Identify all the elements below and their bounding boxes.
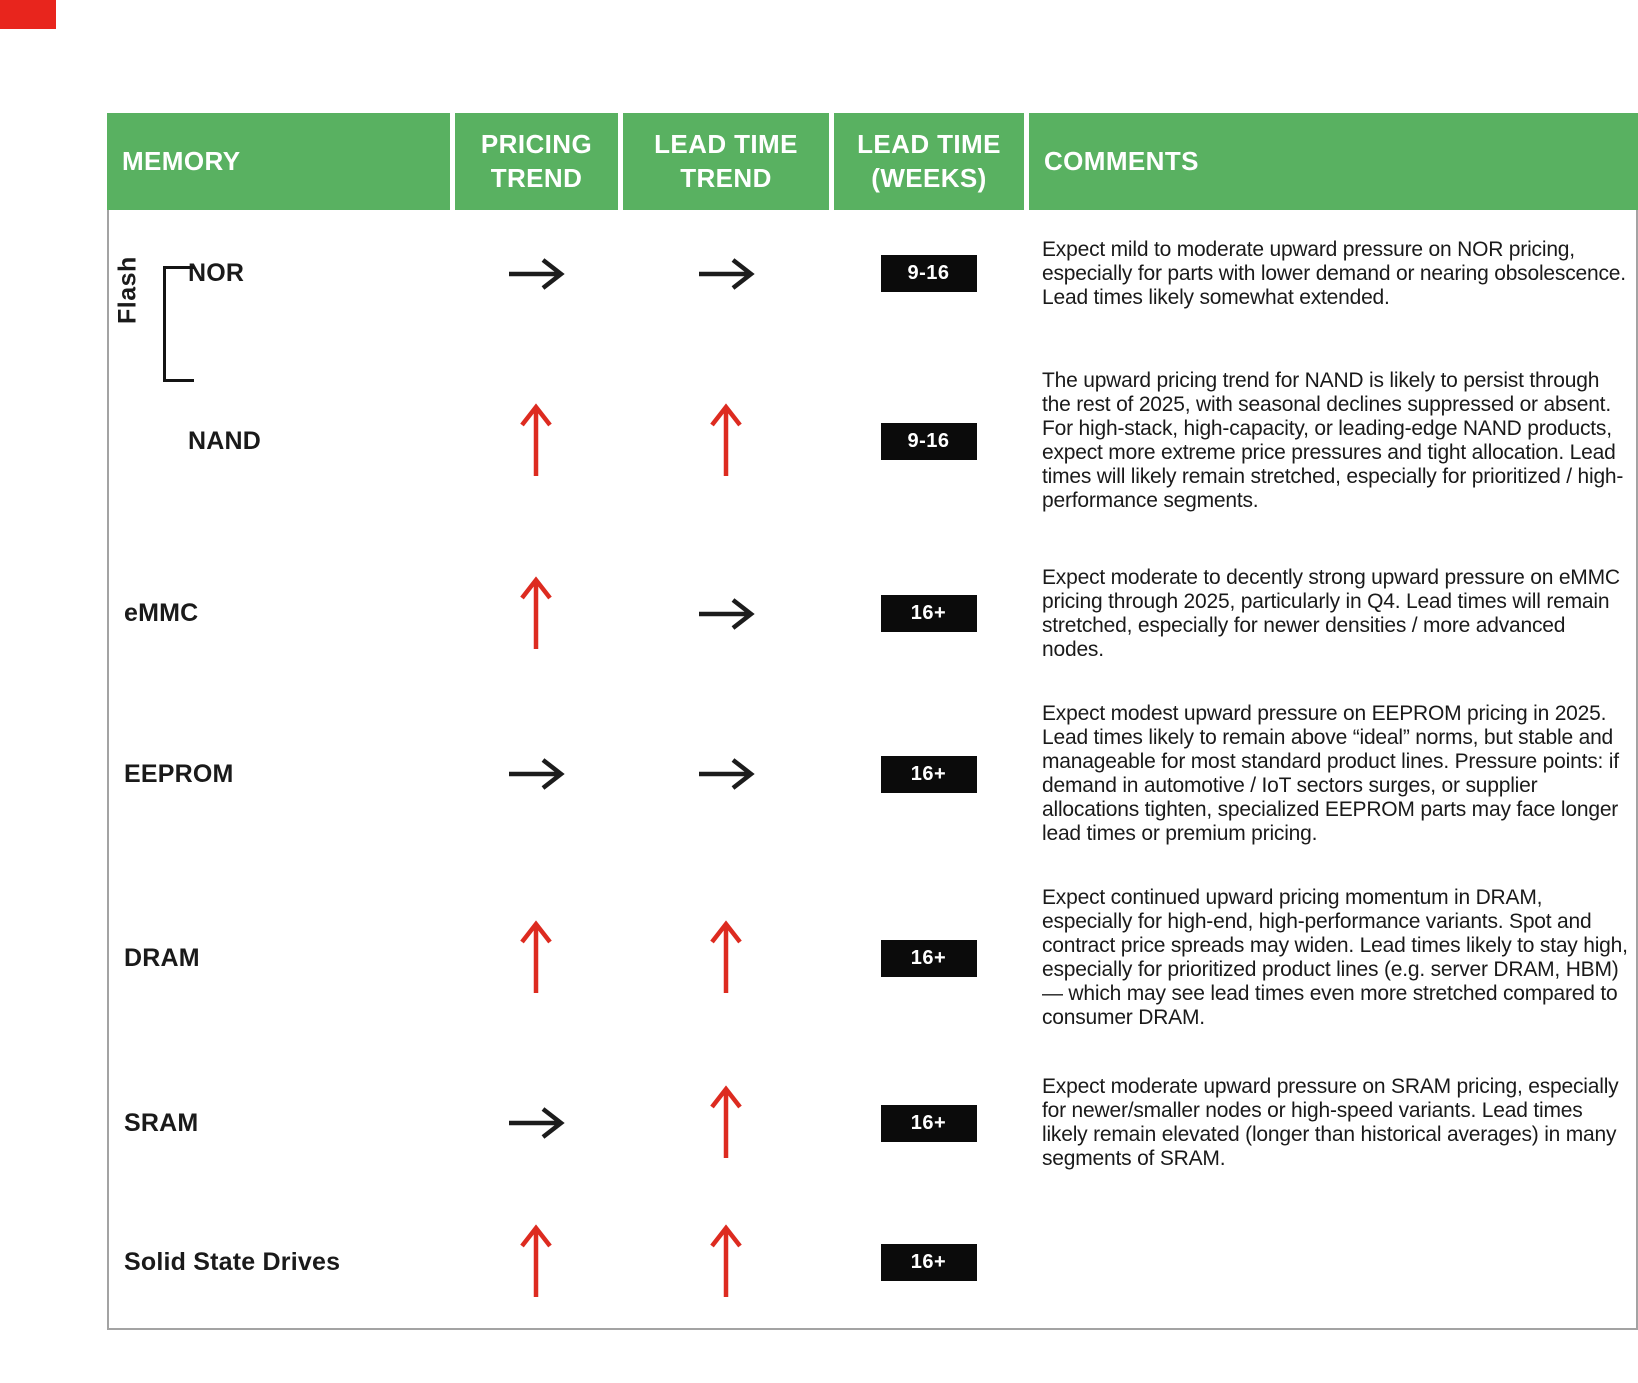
table-body <box>107 210 1638 1330</box>
comment-cell <box>1026 1050 1636 1196</box>
memory-label: SRAM <box>124 1108 199 1137</box>
lead-time-weeks-cell <box>831 545 1026 682</box>
comment-text: Expect modest upward pressure on EEPROM pricing in 2025. Lead times likely to remain above “ideal” norms, but stable and manageable for most standard product lines. Pressure points: if demand in automotive / IoT sectors surges, or supplier allocations tighten, specialized EEPROM parts may face longer lead times or premium pricing. <box>1042 702 1619 845</box>
lead-time-trend-cell <box>620 1196 831 1328</box>
comment-cell <box>1026 682 1636 866</box>
lead-time-badge: 9-16 <box>881 255 977 292</box>
comment-cell <box>1026 866 1636 1050</box>
column-header-pricing-trend: PRICING TREND <box>450 113 618 210</box>
pricing-trend-cell <box>452 866 620 1050</box>
comment-text: Expect moderate to decently strong upward pressure on eMMC pricing through 2025, particularly in Q4. Lead times will remain stretched, especially for newer densities / more advanced nodes. <box>1042 565 1620 661</box>
lead-time-trend-cell <box>620 337 831 545</box>
memory-trends-table <box>107 113 1638 1330</box>
memory-cell <box>109 866 452 1050</box>
lead-time-weeks-cell <box>831 1196 1026 1328</box>
table-row <box>109 210 1636 337</box>
table-row <box>109 545 1636 682</box>
pricing-trend-cell <box>452 545 620 682</box>
lead-time-weeks-cell <box>831 866 1026 1050</box>
memory-cell <box>109 1050 452 1196</box>
comment-text: Expect mild to moderate upward pressure on NOR pricing, especially for parts with lower demand or nearing obsolescence. Lead times likely somewhat extended. <box>1042 237 1626 309</box>
column-header-lead-time-weeks: LEAD TIME (WEEKS) <box>829 113 1024 210</box>
pricing-trend-arrow-icon <box>518 403 554 479</box>
lead-time-badge: 9-16 <box>881 423 977 460</box>
red-corner-mark <box>0 0 56 29</box>
comment-cell <box>1026 337 1636 545</box>
table-row <box>109 1196 1636 1328</box>
memory-cell <box>109 337 452 545</box>
table-row <box>109 1050 1636 1196</box>
pricing-trend-arrow-icon <box>506 256 566 292</box>
table-header-row <box>107 113 1638 210</box>
comment-cell <box>1026 210 1636 337</box>
lead-time-weeks-cell <box>831 682 1026 866</box>
memory-label: NAND <box>188 426 262 455</box>
lead-time-trend-arrow-icon <box>708 1085 744 1161</box>
lead-time-badge: 16+ <box>881 1244 977 1281</box>
memory-cell <box>109 1196 452 1328</box>
lead-time-trend-cell <box>620 682 831 866</box>
lead-time-weeks-cell <box>831 337 1026 545</box>
pricing-trend-arrow-icon <box>518 920 554 996</box>
lead-time-trend-cell <box>620 545 831 682</box>
column-header-lead-time-trend: LEAD TIME TREND <box>618 113 829 210</box>
lead-time-badge: 16+ <box>881 756 977 793</box>
lead-time-trend-arrow-icon <box>696 756 756 792</box>
memory-label: EEPROM <box>124 759 234 788</box>
comment-text: The upward pricing trend for NAND is likely to persist through the rest of 2025, with seasonal declines suppressed or absent. For high-stack, high-capacity, or leading-edge NAND products, expect more extreme price pressures and tight allocation. Lead times will likely remain stretched, especially for prioritized / high-performance segments. <box>1042 369 1624 512</box>
lead-time-trend-arrow-icon <box>696 596 756 632</box>
pricing-trend-cell <box>452 1050 620 1196</box>
memory-cell <box>109 545 452 682</box>
lead-time-trend-arrow-icon <box>708 920 744 996</box>
comment-cell <box>1026 545 1636 682</box>
memory-label: DRAM <box>124 943 200 972</box>
flash-group-label: Flash <box>113 256 142 324</box>
comment-text: Expect continued upward pricing momentum in DRAM, especially for high-end, high-performance variants. Spot and contract price spreads may widen. Lead times likely to stay high, especially for prioritized product lines (e.g. server DRAM, HBM) — which may see lead times even more stretched compared to consumer DRAM. <box>1042 886 1628 1029</box>
lead-time-trend-cell <box>620 210 831 337</box>
lead-time-trend-cell <box>620 1050 831 1196</box>
column-header-memory: MEMORY <box>107 113 450 210</box>
pricing-trend-cell <box>452 682 620 866</box>
lead-time-badge: 16+ <box>881 940 977 977</box>
table-row <box>109 682 1636 866</box>
pricing-trend-arrow-icon <box>506 756 566 792</box>
lead-time-badge: 16+ <box>881 595 977 632</box>
lead-time-trend-arrow-icon <box>708 403 744 479</box>
lead-time-weeks-cell <box>831 210 1026 337</box>
memory-cell <box>109 682 452 866</box>
table-row <box>109 866 1636 1050</box>
pricing-trend-arrow-icon <box>518 1224 554 1300</box>
pricing-trend-arrow-icon <box>518 576 554 652</box>
pricing-trend-cell <box>452 337 620 545</box>
pricing-trend-cell <box>452 1196 620 1328</box>
pricing-trend-arrow-icon <box>506 1105 566 1141</box>
memory-label: NOR <box>188 259 245 287</box>
lead-time-trend-arrow-icon <box>696 256 756 292</box>
memory-cell <box>109 210 452 337</box>
lead-time-trend-cell <box>620 866 831 1050</box>
lead-time-badge: 16+ <box>881 1105 977 1142</box>
column-header-comments: COMMENTS <box>1024 113 1638 210</box>
memory-label: Solid State Drives <box>124 1247 341 1276</box>
comment-text: Expect moderate upward pressure on SRAM pricing, especially for newer/smaller nodes or high-speed variants. Lead times likely remain elevated (longer than historical averages) in many segments of SRAM. <box>1042 1075 1619 1170</box>
lead-time-weeks-cell <box>831 1050 1026 1196</box>
comment-cell <box>1026 1196 1636 1328</box>
pricing-trend-cell <box>452 210 620 337</box>
lead-time-trend-arrow-icon <box>708 1224 744 1300</box>
memory-label: eMMC <box>124 599 199 627</box>
table-row <box>109 337 1636 545</box>
